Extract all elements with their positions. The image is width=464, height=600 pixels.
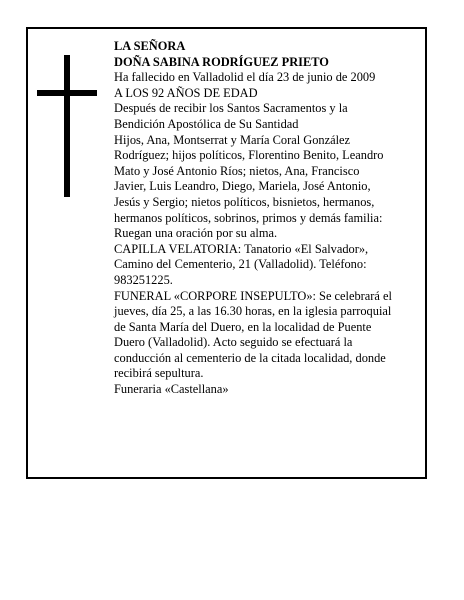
cross-vertical-bar bbox=[64, 55, 70, 197]
sacraments-line: Bendición Apostólica de Su Santidad bbox=[114, 116, 299, 131]
funeral-paragraph bbox=[114, 289, 426, 383]
chapel-line: 983251225. bbox=[114, 272, 173, 287]
chapel-line: Camino del Cementerio, 21 (Valladolid). Teléfono: bbox=[114, 257, 367, 272]
chapel-line: CAPILLA VELATORIA: Tanatorio «El Salvador», bbox=[114, 241, 369, 256]
family-line: Javier, Luis Leandro, Diego, Mariela, José Antonio, bbox=[114, 179, 371, 194]
funeral-line: Duero (Valladolid). Acto seguido se efectuará la bbox=[114, 335, 353, 350]
family-line: Mato y José Antonio Ríos; nietos, Ana, Francisco bbox=[114, 163, 360, 178]
deceased-name: DOÑA SABINA RODRÍGUEZ PRIETO bbox=[114, 54, 329, 69]
funeral-home: Funeraria «Castellana» bbox=[114, 382, 229, 397]
family-line: Jesús y Sergio; nietos políticos, bisnietos, hermanos, bbox=[114, 194, 375, 209]
sacraments-paragraph bbox=[114, 101, 426, 132]
funeral-line: de Santa María del Duero, en la localidad de Puente bbox=[114, 319, 372, 334]
chapel-paragraph bbox=[114, 242, 426, 289]
obituary-text bbox=[114, 39, 426, 398]
family-paragraph bbox=[114, 133, 426, 227]
funeral-line: jueves, día 25, a las 16.30 horas, en la iglesia parroquial bbox=[114, 304, 392, 319]
funeral-line: conducción al cementerio de la citada localidad, donde bbox=[114, 350, 386, 365]
cross-icon bbox=[37, 55, 97, 197]
funeral-line: recibirá sepultura. bbox=[114, 366, 204, 381]
funeral-line: FUNERAL «CORPORE INSEPULTO»: Se celebrará el bbox=[114, 288, 392, 303]
cross-horizontal-bar bbox=[37, 90, 97, 96]
family-line: Rodríguez; hijos políticos, Florentino Benito, Leandro bbox=[114, 148, 384, 163]
family-line: hermanos políticos, sobrinos, primos y demás familia: bbox=[114, 210, 383, 225]
sacraments-line: Después de recibir los Santos Sacramentos y la bbox=[114, 101, 348, 116]
family-line: Hijos, Ana, Montserrat y María Coral González bbox=[114, 132, 351, 147]
title-line-1: LA SEÑORA bbox=[114, 39, 186, 53]
prayer-request: Ruegan una oración por su alma. bbox=[114, 226, 278, 241]
death-statement: Ha fallecido en Valladolid el día 23 de junio de 2009 bbox=[114, 70, 376, 85]
age-statement: A LOS 92 AÑOS DE EDAD bbox=[114, 85, 258, 100]
